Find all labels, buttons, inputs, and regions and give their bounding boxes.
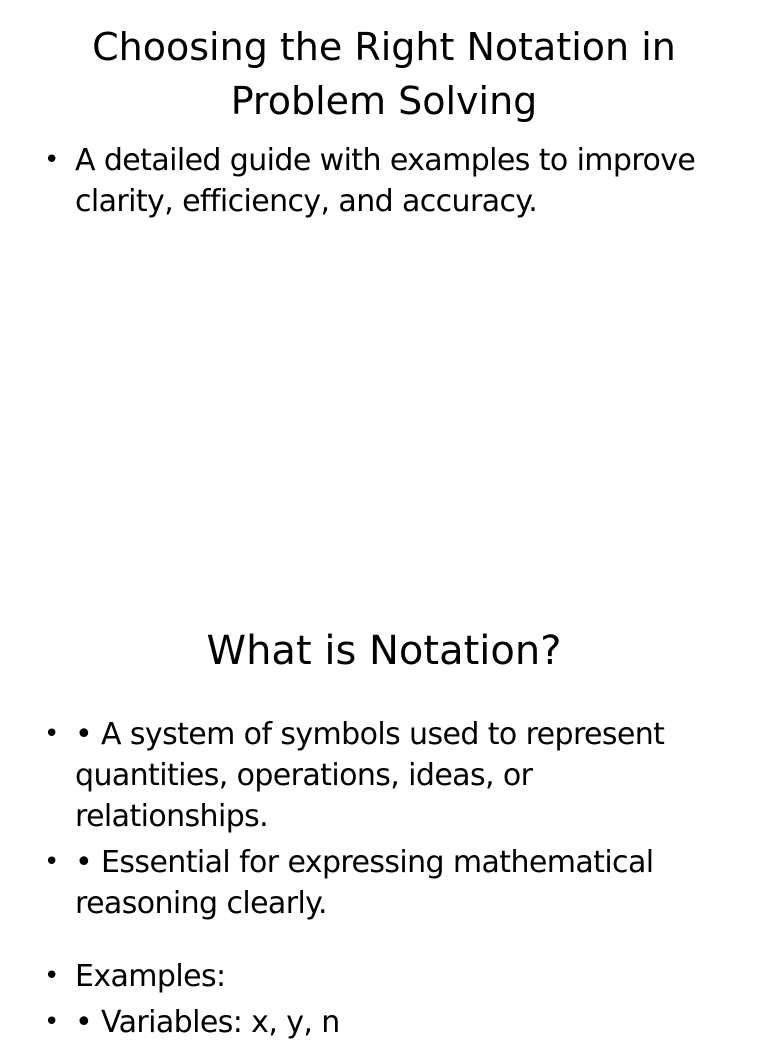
bullet-item: [44, 140, 724, 222]
bullet-text: A detailed guide with examples to improve clarity, efficiency, and accuracy.: [75, 143, 696, 219]
bullet-item: [44, 714, 724, 837]
bullet-text: • Variables: x, y, n: [75, 1005, 340, 1040]
slide-2-bullet-list: [44, 714, 724, 1048]
slide-2-title: What is Notation?: [206, 628, 562, 674]
slide-2: [0, 576, 768, 1040]
slide-1-bullet-list: [44, 140, 724, 227]
bullet-marker: •: [44, 961, 59, 991]
bullet-marker: •: [44, 719, 59, 749]
bullet-text: Examples:: [75, 959, 226, 994]
slide-1-title: Choosing the Right Notation in Problem Solving: [92, 25, 676, 123]
bullet-marker: •: [44, 847, 59, 877]
bullet-text: • A system of symbols used to represent quantities, operations, ideas, or relationships.: [75, 717, 665, 834]
bullet-item: [44, 1002, 724, 1043]
bullet-text: • Essential for expressing mathematical reasoning clearly.: [75, 845, 654, 921]
bullet-marker: •: [44, 145, 59, 175]
bullet-item: [44, 842, 724, 924]
bullet-item: [44, 956, 724, 997]
bullet-marker: •: [44, 1007, 59, 1037]
